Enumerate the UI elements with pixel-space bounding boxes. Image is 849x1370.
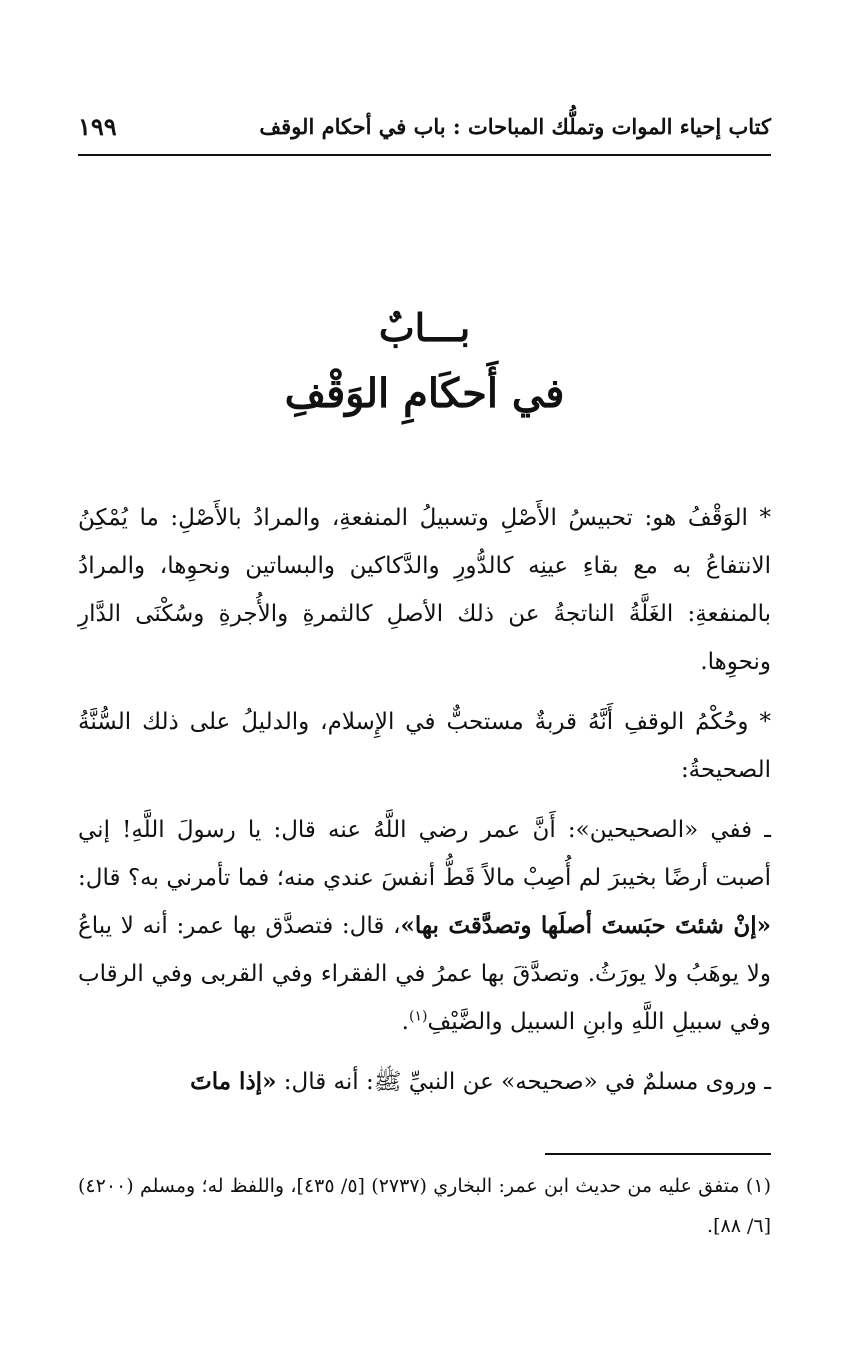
chapter-word: بـــابٌ [378,305,471,350]
hadith-lead: ـ ففي «الصحيحين»: أَنَّ عمر رضي اللَّهُ عنه قال: يا رسولَ اللَّهِ! إني أصبت أرضًا بخيبرَ لم أُصِبْ مالاً قَطُّ أنفسَ عندي منه؛ فما تأمرني به؟ قال: [78,817,771,891]
hadith2-quote: «إذا ماتَ [190,1068,277,1095]
hadith-quote: «إنْ شئتَ حبَستَ أصلَها وتصدَّقتَ بها» [400,912,771,939]
footnote-rule [545,1153,771,1155]
hadith2-lead: ـ وروى مسلمٌ في «صحيحه» عن النبيِّ ﷺ: أنه قال: [276,1069,771,1095]
hadith-rest: ، قال: فتصدَّق بها عمر: أنه لا يباعُ ولا يوهَبُ ولا يورَثُ. وتصدَّقَ بها عمرُ في الفقراء وفي القربى وفي الرقاب وفي سبيلِ اللَّهِ وابنِ السبيل والضَّيْفِ [78,913,771,1035]
footnote-reference[interactable]: (١) [408,1008,428,1025]
page-number: ١٩٩ [78,112,117,141]
chapter-title: في أَحكَامِ الوَقْفِ [284,370,565,417]
running-title: كتاب إحياء الموات وتملُّك المباحات : باب في أحكام الوقف [259,114,771,139]
paragraph-definition: * الوَقْفُ هو: تحبيسُ الأَصْلِ وتسبيلُ المنفعةِ، والمرادُ بالأَصْلِ: ما يُمْكِنُ الانتفاعُ به مع بقاءِ عينِه كالدُّورِ والدَّكاكين والبساتين ونحوِها، والمرادُ بالمنفعةِ: الغَلَّةُ الناتجةُ عن ذلك الأصلِ كالثمرةِ والأُجرةِ وسُكْنَى الدَّارِ ونحوِها. [78,505,771,675]
hadith-end: . [401,1009,409,1035]
header-rule [78,154,771,156]
paragraph-hadith-umar [78,806,771,1046]
paragraph-hadith-muslim [78,1058,771,1106]
body-text [78,494,771,1118]
chapter-heading [78,300,771,426]
page-header [78,108,771,154]
footnote: (١) متفق عليه من حديث ابن عمر: البخاري (٢٧٣٧) [٥/ ٤٣٥]، واللفظ له؛ ومسلم (٤٢٠٠) [٦/ ٨٨]. [78,1175,771,1237]
paragraph-ruling: * وحُكْمُ الوقفِ أَنَّهُ قربةٌ مستحبٌّ في الإِسلام، والدليلُ على ذلك السُّنَّةُ الصحيحةُ: [78,709,771,783]
